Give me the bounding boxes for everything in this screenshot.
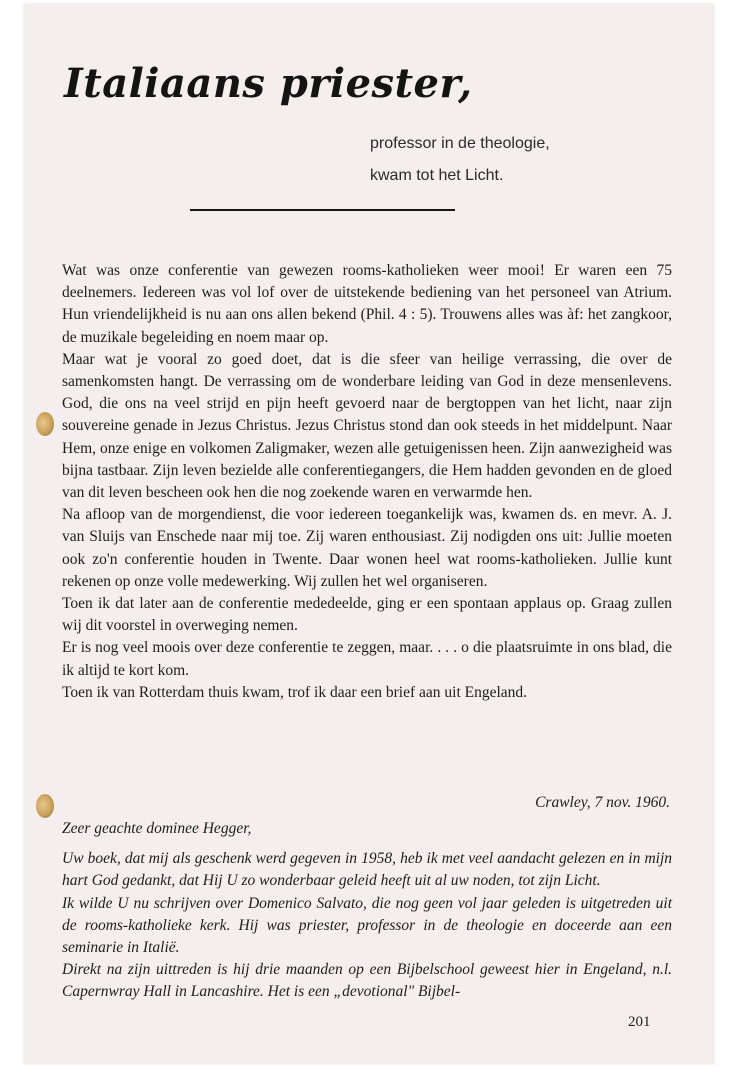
title-divider <box>190 209 455 211</box>
letter-paragraph: Direkt na zijn uittreden is hij drie maanden op een Bijbelschool geweest hier in Engeland, n.l. Capernwray Hall in Lancashire. Het is een „devotional" Bijbel- <box>62 961 672 1001</box>
punch-hole-top <box>36 412 54 436</box>
article-body <box>62 260 672 704</box>
paragraph: Er is nog veel moois over deze conferentie te zeggen, maar. . . . o die plaatsruimte in ons blad, die ik altijd te kort kom. <box>62 639 672 679</box>
subtitle-line-2: kwam tot het Licht. <box>370 167 504 184</box>
article-title: Italiaans priester, <box>64 60 473 107</box>
letter-paragraph: Uw boek, dat mij als geschenk werd gegeven in 1958, heb ik met veel aandacht gelezen en in mijn hart God gedankt, dat Hij U zo wonderbaar geleid heeft uit al uw noden, tot zijn Licht. <box>62 850 672 890</box>
paragraph: Na afloop van de morgendienst, die voor iedereen toegankelijk was, kwamen ds. en mevr. A. J. van Sluijs van Enschede naar mij toe. Zij waren enthousiast. Zij nodigden ons uit: Jullie moeten ook zo'n conferentie houden in Twente. Daar wonen heel wat rooms-katholieken. Jullie kunt rekenen op onze volle medewerking. Wij zullen het wel organiseren. <box>62 506 672 590</box>
letter-body <box>62 818 672 1004</box>
article-subtitle <box>370 128 550 192</box>
subtitle-line-1: professor in de theologie, <box>370 135 550 152</box>
paragraph: Toen ik van Rotterdam thuis kwam, trof ik daar een brief aan uit Engeland. <box>62 683 528 701</box>
paragraph: Toen ik dat later aan de conferentie mededeelde, ging er een spontaan applaus op. Graag zullen wij dit voorstel in overweging nemen. <box>62 595 672 635</box>
letter-date: Crawley, 7 nov. 1960. <box>535 794 670 811</box>
paragraph: Maar wat je vooral zo goed doet, dat is die sfeer van heilige verrassing, die over de samenkomsten hangt. De verrassing om de wonderbare leiding van God in deze mensenlevens. God, die ons na veel strijd en pijn heeft gevoerd naar de bergtoppen van het licht, naar zijn souvereine genade in Jezus Christus. Jezus Christus stond dan ook steeds in het middelpunt. Naar Hem, onze enige en volkomen Zaligmaker, wezen alle getuigenissen heen. Zijn aanwezigheid was bijna tastbaar. Zijn leven bezielde alle conferentiegangers, die Hem hadden gevonden en de gloed van dit leven bescheen ook hen die nog zoekende waren en verwarmde hen. <box>62 350 672 502</box>
page-number: 201 <box>628 1014 651 1030</box>
letter-greeting: Zeer geachte dominee Hegger, <box>62 820 252 837</box>
paragraph: Wat was onze conferentie van gewezen rooms-katholieken weer mooi! Er waren een 75 deelnemers. Iedereen was vol lof over de uitstekende bediening van het personeel van Atrium. Hun vriendelijkheid is nu aan ons allen bekend (Phil. 4 : 5). Trouwens alles was àf: het zangkoor, de muzikale begeleiding en noem maar op. <box>62 262 672 346</box>
letter-paragraph: Ik wilde U nu schrijven over Domenico Salvato, die nog geen vol jaar geleden is uitgetreden uit de rooms-katholieke kerk. Hij was priester, professor in de theologie en doceerde aan een seminarie in Italië. <box>62 894 672 957</box>
punch-hole-bottom <box>36 794 54 818</box>
